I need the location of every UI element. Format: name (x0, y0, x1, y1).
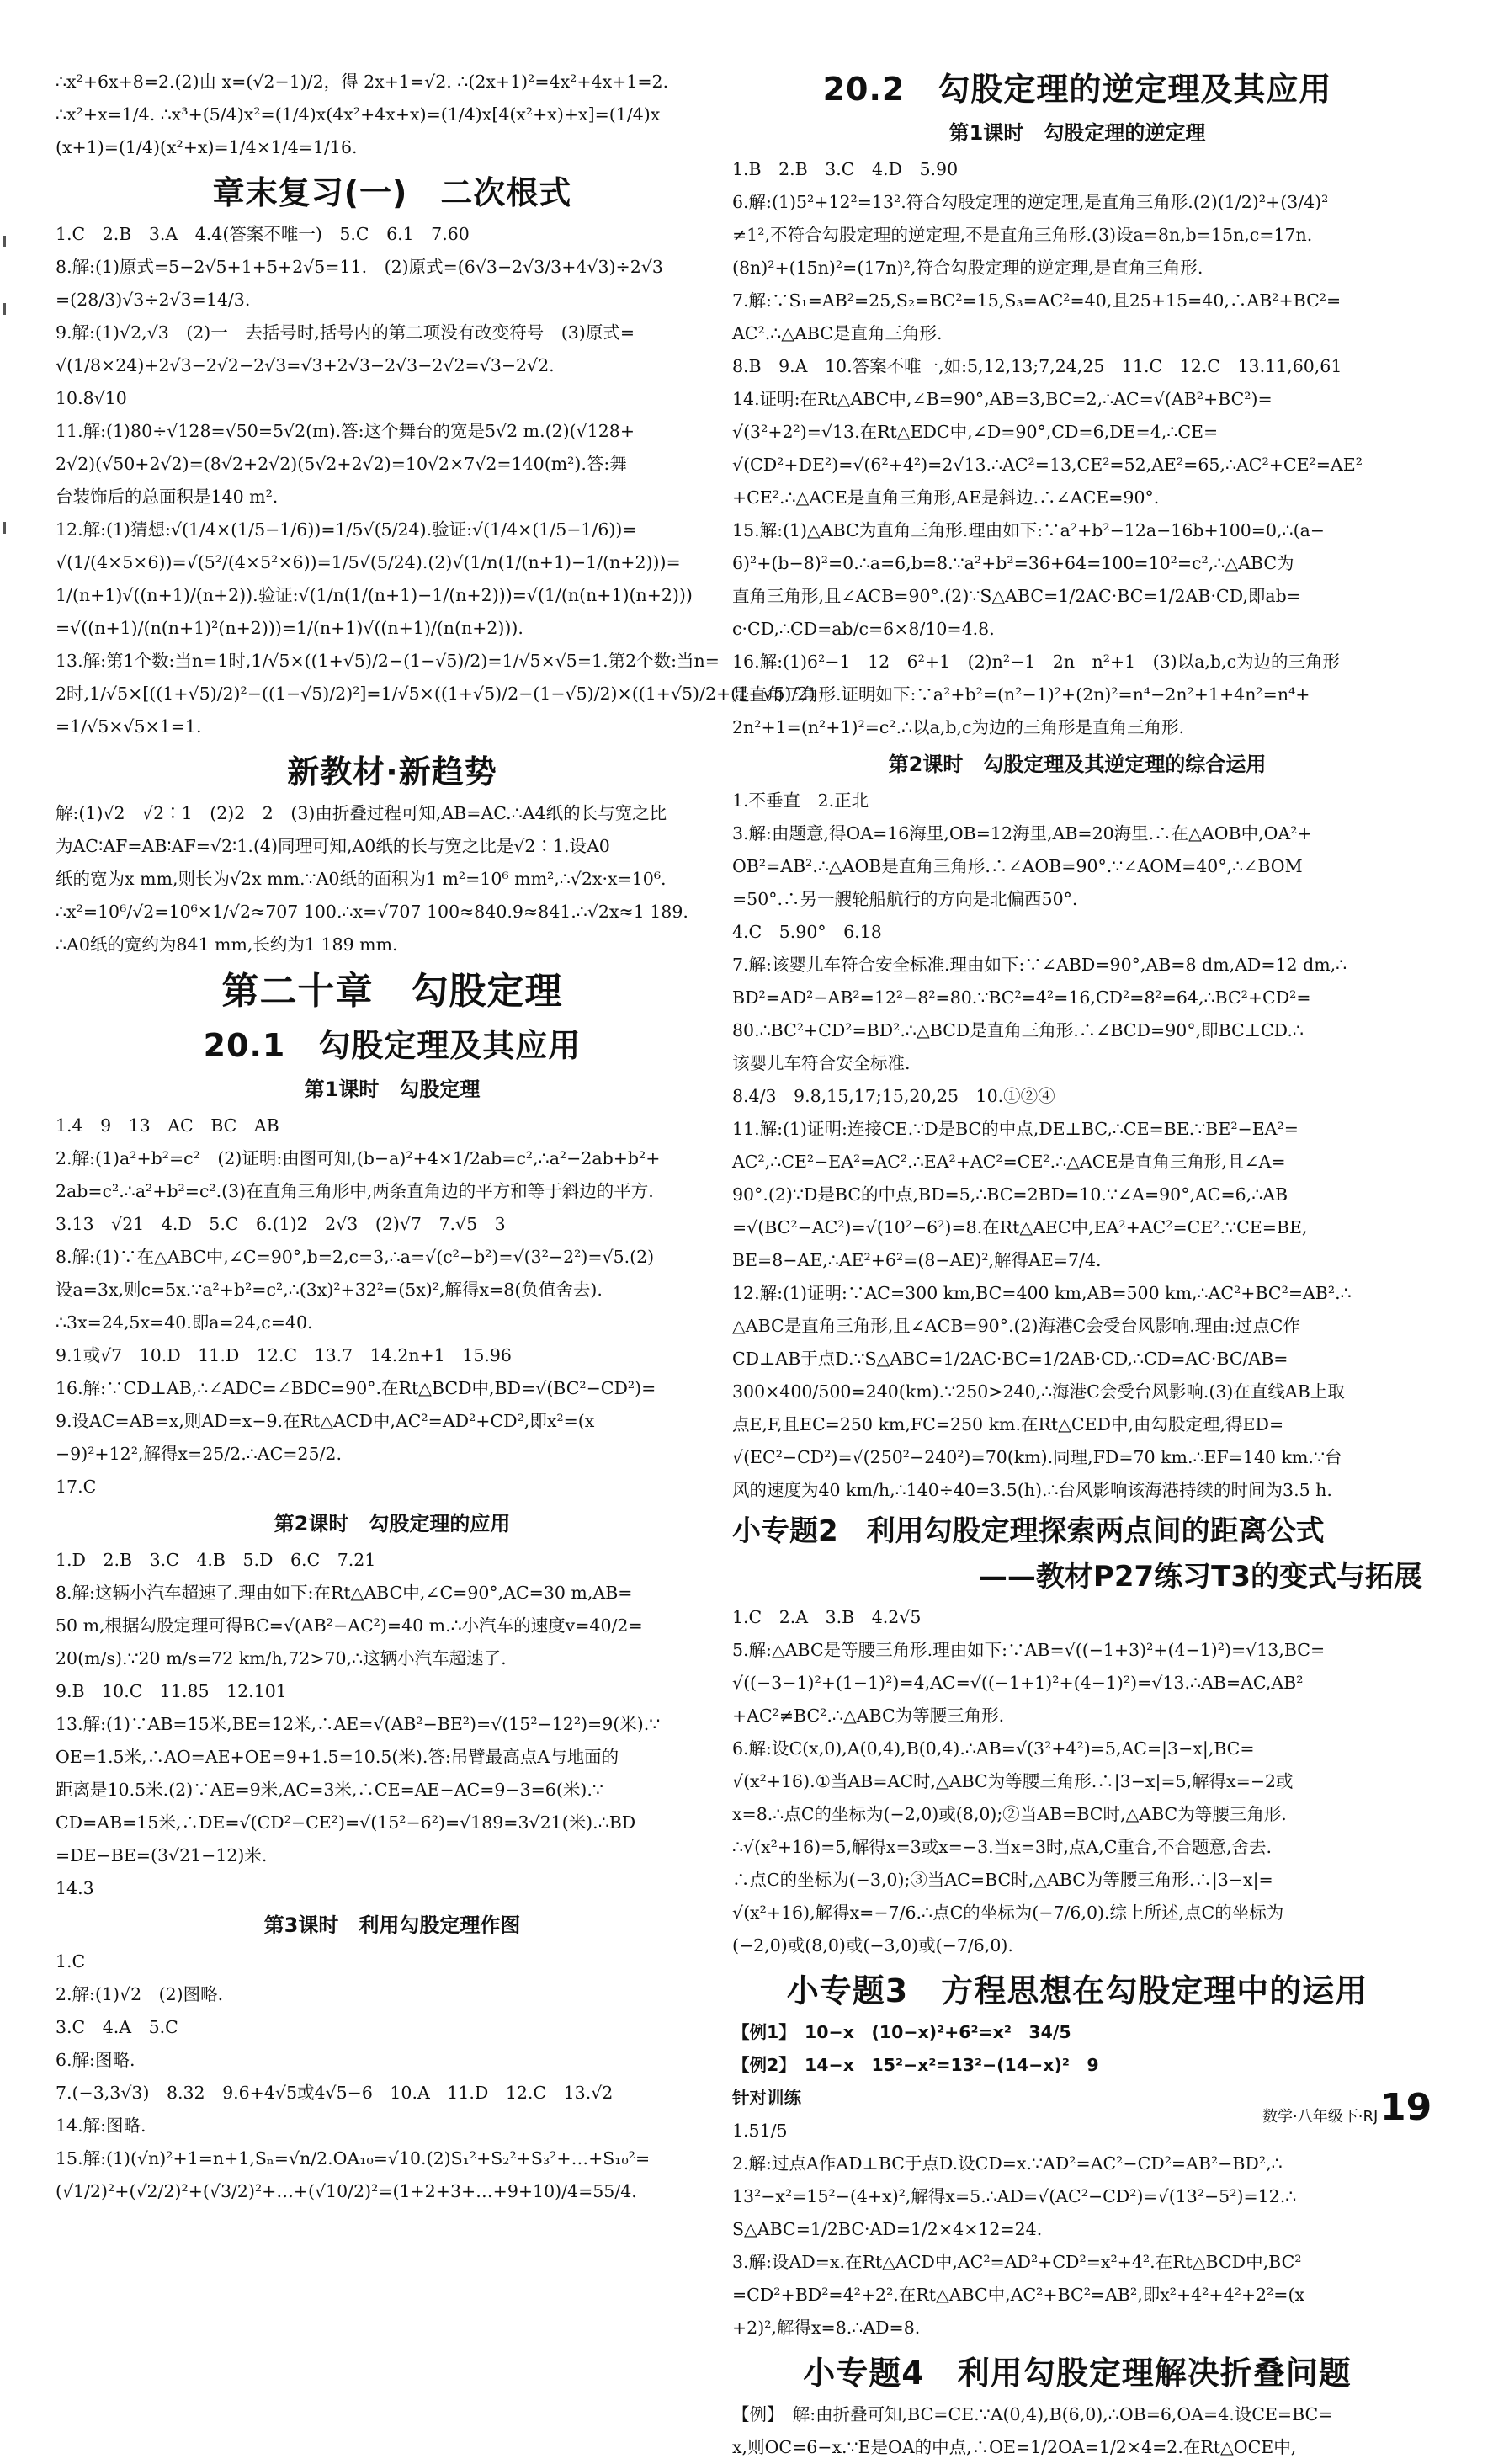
answer-line: ∴3x=24,5x=40.即a=24,c=40. (56, 1312, 313, 1333)
answer-line: 1.B 2.B 3.C 4.D 5.90 (732, 159, 959, 179)
answer-line: ≠1²,不符合勾股定理的逆定理,不是直角三角形.(3)设a=8n,b=15n,c=17n. (732, 225, 1313, 245)
answer-line: 9.解:(1)√2,√3 (2)一 去括号时,括号内的第二项没有改变符号 (3)原式= (56, 322, 635, 343)
answer-line: 8.B 9.A 10.答案不唯一,如:5,12,13;7,24,25 11.C 12.C 13.11,60,61 (732, 356, 1342, 376)
section-body (732, 153, 1422, 744)
answer-line: 11.解:(1)80÷√128=√50=5√2(m).答:这个舞台的宽是5√2 m.(2)(√128+ (56, 421, 635, 441)
section-title: 20.1 勾股定理及其应用 (203, 1027, 582, 1064)
answer-line: c·CD,∴CD=ab/c=6×8/10=4.8. (732, 619, 995, 639)
answer-line: 16.解:∵CD⊥AB,∴∠ADC=∠BDC=90°.在Rt△BCD中,BD=√(BC²−CD²)= (56, 1378, 656, 1398)
answer-line: 2n²+1=(n²+1)²=c².∴以a,b,c为边的三角形是直角三角形. (732, 717, 1185, 737)
section-title: 20.2 勾股定理的逆定理及其应用 (822, 71, 1332, 108)
section-body (56, 218, 816, 743)
margin-tick (3, 522, 6, 534)
answer-line: 直角三角形,且∠ACB=90°.(2)∵S△ABC=1/2AC·BC=1/2AB·CD,即ab= (732, 586, 1301, 606)
footer-label: 数学·八年级下·RJ (1262, 2108, 1379, 2126)
section-body (56, 1544, 729, 1905)
answer-line: ∴A0纸的宽约为841 mm,长约为1 189 mm. (56, 934, 398, 955)
answer-line: √(CD²+DE²)=√(6²+4²)=2√13.∴AC²=13,CE²=52,AE²=65,∴AC²+CE²=AE² (732, 455, 1363, 475)
answer-line: 3.解:设AD=x.在Rt△ACD中,AC²=AD²+CD²=x²+4².在Rt△BCD中,BC² (732, 2252, 1302, 2272)
answer-line: 8.4/3 9.8,15,17;15,20,25 10.①②④ (732, 1086, 1055, 1106)
answer-line: 50 m,根据勾股定理可得BC=√(AB²−AC²)=40 m.∴小汽车的速度v=40/2= (56, 1615, 643, 1636)
answer-line: (8n)²+(15n)²=(17n)²,符合勾股定理的逆定理,是直角三角形. (732, 258, 1203, 278)
section-body (732, 1601, 1422, 1962)
section-body (56, 1110, 729, 1503)
answer-line: 2.解:(1)a²+b²=c² (2)证明:由图可知,(b−a)²+4×1/2ab=c²,∴a²−2ab+b²+ (56, 1148, 661, 1168)
topic-title: 小专题4 利用勾股定理解决折叠问题 (803, 2355, 1352, 2392)
answer-line: √(EC²−CD²)=√(250²−240²)=70(km).同理,FD=70 km.∴EF=140 km.∵台 (732, 1447, 1342, 1467)
answer-line: CD⊥AB于点D.∵S△ABC=1/2AC·BC=1/2AB·CD,∴CD=AC·BC/AB= (732, 1349, 1288, 1369)
answer-line: 14.解:图略. (56, 2115, 146, 2136)
answer-line: ∴x²+x=1/4. ∴x³+(5/4)x²=(1/4)x(4x²+4x+x)=(1/4)x[4(x²+x)+x]=(1/4)x (56, 104, 661, 125)
answer-line: 5.解:△ABC是等腰三角形.理由如下:∵AB=√((−1+3)²+(4−1)²)=√13,BC= (732, 1640, 1326, 1660)
answer-line: 1.C (56, 1951, 86, 1972)
lesson-title: 第1课时 勾股定理的逆定理 (948, 121, 1206, 145)
answer-line: 1.D 2.B 3.C 4.B 5.D 6.C 7.21 (56, 1550, 376, 1570)
answer-line: 7.解:该婴儿车符合安全标准.理由如下:∵∠ABD=90°,AB=8 dm,AD=12 dm,∴ (732, 955, 1347, 975)
answer-line: OE=1.5米,∴AO=AE+OE=9+1.5=10.5(米).答:吊臂最高点A与地面的 (56, 1747, 619, 1767)
answer-line: +CE².∴△ACE是直角三角形,AE是斜边.∴∠ACE=90°. (732, 487, 1160, 508)
answer-line: BE=8−AE,∴AE²+6²=(8−AE)²,解得AE=7/4. (732, 1250, 1102, 1270)
answer-line: 6)²+(b−8)²=0.∴a=6,b=8.∵a²+b²=36+64=100=10²=c²,∴△ABC为 (732, 553, 1294, 573)
answer-line: −9)²+12²,解得x=25/2.∴AC=25/2. (56, 1444, 342, 1464)
answer-line: ∴√(x²+16)=5,解得x=3或x=−3.当x=3时,点A,C重合,不合题意,舍去. (732, 1837, 1272, 1857)
answer-line: 2ab=c².∴a²+b²=c².(3)在直角三角形中,两条直角边的平方和等于斜边的平方. (56, 1181, 654, 1201)
answer-line: +2)²,解得x=8.∴AD=8. (732, 2318, 921, 2338)
answer-line: 16.解:(1)6²−1 12 6²+1 (2)n²−1 2n n²+1 (3)以a,b,c为边的三角形 (732, 652, 1341, 672)
answer-line: 2.解:过点A作AD⊥BC于点D.设CD=x.∵AD²=AC²−CD²=AB²−BD²,∴ (732, 2153, 1283, 2174)
answer-line: 15.解:(1)△ABC为直角三角形.理由如下:∵a²+b²−12a−16b+100=0,∴(a− (732, 520, 1325, 540)
answer-line: ∴x²=10⁶/√2=10⁶×1/√2≈707 100.∴x=√707 100≈840.9≈841.∴√2x≈1 189. (56, 902, 688, 922)
answer-line: x,则OC=6−x.∵E是OA的中点,∴OE=1/2OA=1/2×4=2.在Rt△OCE中, (732, 2437, 1297, 2457)
answer-line: AC².∴△ABC是直角三角形. (732, 323, 943, 343)
answer-line: CD=AB=15米,∴DE=√(CD²−CE²)=√(15²−6²)=√189=3√21(米).∴BD (56, 1812, 636, 1833)
answer-line: (x+1)=(1/4)(x²+x)=1/4×1/4=1/16. (56, 137, 358, 157)
answer-line: 6.解:设C(x,0),A(0,4),B(0,4).∴AB=√(3²+4²)=5,AC=|3−x|,BC= (732, 1738, 1255, 1759)
answer-line: 300×400/500=240(km).∵250>240,∴海港C会受台风影响.(3)在直线AB上取 (732, 1381, 1345, 1402)
answer-line: 80.∴BC²+CD²=BD².∴△BCD是直角三角形.∴∠BCD=90°,即BC⊥CD.∴ (732, 1020, 1304, 1040)
answer-line: 1.51/5 (732, 2121, 788, 2141)
answer-line: 90°.(2)∵D是BC的中点,BD=5,∴BC=2BD=10.∵∠A=90°,AC=6,∴AB (732, 1184, 1288, 1205)
answer-line: 台装饰后的总面积是140 m². (56, 487, 279, 507)
answer-line: 2√2)(√50+2√2)=(8√2+2√2)(5√2+2√2)=10√2×7√2=140(m²).答:舞 (56, 454, 627, 474)
section-body (56, 1945, 729, 2208)
answer-line: √((−3−1)²+(1−1)²)=4,AC=√((−1+1)²+(4−1)²)=√13.∴AB=AC,AB² (732, 1673, 1304, 1693)
answer-line: 1.不垂直 2.正北 (732, 790, 869, 811)
answer-line: 2.解:(1)√2 (2)图略. (56, 1984, 224, 2004)
lesson-title: 第2课时 勾股定理及其逆定理的综合运用 (888, 753, 1267, 776)
answer-line: 11.解:(1)证明:连接CE.∵D是BC的中点,DE⊥BC,∴CE=BE.∵BE²−EA²= (732, 1119, 1299, 1139)
answer-line: 6.解:(1)5²+12²=13².符合勾股定理的逆定理,是直角三角形.(2)(1/2)²+(3/4)² (732, 192, 1329, 212)
answer-line: √(x²+16).①当AB=AC时,△ABC为等腰三角形.∴|3−x|=5,解得x=−2或 (732, 1771, 1294, 1791)
answer-line: √(x²+16),解得x=−7/6.∴点C的坐标为(−7/6,0).综上所述,点C的坐标为 (732, 1903, 1284, 1923)
answer-line: =DE−BE=(3√21−12)米. (56, 1845, 268, 1865)
answer-line: 13²−x²=15²−(4+x)²,解得x=5.∴AD=√(AC²−CD²)=√(13²−5²)=12.∴ (732, 2186, 1297, 2206)
answer-line: S△ABC=1/2BC·AD=1/2×4×12=24. (732, 2219, 1043, 2239)
lesson-title: 第1课时 勾股定理 (304, 1078, 481, 1101)
answer-line: 风的速度为40 km/h,∴140÷40=3.5(h).∴台风影响该海港持续的时间为3.5 h. (732, 1480, 1332, 1500)
answer-line: 7.解:∵S₁=AB²=25,S₂=BC²=15,S₃=AC²=40,且25+15=40,∴AB²+BC²= (732, 290, 1342, 311)
answer-line: 设a=3x,则c=5x.∵a²+b²=c²,∴(3x)²+32²=(5x)²,解得x=8(负值舍去). (56, 1280, 603, 1300)
margin-tick (3, 303, 6, 315)
answer-line: =(28/3)√3÷2√3=14/3. (56, 290, 251, 310)
lesson-title: 第3课时 利用勾股定理作图 (263, 1913, 521, 1937)
answer-line: 9.B 10.C 11.85 12.101 (56, 1681, 287, 1701)
answer-line: 3.C 4.A 5.C (56, 2017, 178, 2037)
answer-line: 9.设AC=AB=x,则AD=x−9.在Rt△ACD中,AC²=AD²+CD²,即x²=(x (56, 1411, 595, 1431)
answer-line: 1/(n+1)√((n+1)/(n+2)).验证:√(1/n(1/(n+1)−1/(n+2)))=√(1/(n(n+1)(n+2))) (56, 585, 693, 605)
answer-line: 2时,1/√5×[((1+√5)/2)²−((1−√5)/2)²]=1/√5×((1+√5)/2−(1−√5)/2)×((1+√5)/2+(1−√5)/2) (56, 684, 816, 704)
answer-line: =√(BC²−AC²)=√(10²−6²)=8.在Rt△AEC中,EA²+AC²=CE².∵CE=BE, (732, 1217, 1308, 1237)
topic-title: 小专题3 方程思想在勾股定理中的运用 (786, 1972, 1368, 2009)
topic-subtitle: ——教材P27练习T3的变式与拓展 (978, 1560, 1422, 1594)
topic-title: 小专题2 利用勾股定理探索两点间的距离公式 (732, 1514, 1325, 1548)
answer-line: (√1/2)²+(√2/2)²+(√3/2)²+…+(√10/2)²=(1+2+3+…+9+10)/4=55/4. (56, 2181, 637, 2201)
answer-line: 10.8√10 (56, 388, 127, 408)
answer-line: 为AC∶AF=AB∶AF=√2∶1.(4)同理可知,A0纸的长与宽之比是√2∶1.设A0 (56, 836, 610, 856)
answer-line: 12.解:(1)证明:∵AC=300 km,BC=400 km,AB=500 km,∴AC²+BC²=AB².∴ (732, 1283, 1352, 1303)
answer-line: 是直角三角形.证明如下:∵a²+b²=(n²−1)²+(2n)²=n⁴−2n²+1+4n²=n⁴+ (732, 684, 1310, 705)
answer-line: AC²,∴CE²−EA²=AC².∴EA²+AC²=CE².∴△ACE是直角三角形,且∠A= (732, 1152, 1286, 1172)
answer-line: =√((n+1)/(n(n+1)²(n+2)))=1/(n+1)√((n+1)/(n(n+2))). (56, 618, 523, 638)
answer-line: 3.13 √21 4.D 5.C 6.(1)2 2√3 (2)√7 7.√5 3 (56, 1214, 506, 1234)
answer-line: 15.解:(1)(√n)²+1=n+1,Sₙ=√n/2.OA₁₀=√10.(2)S₁²+S₂²+S₃²+…+S₁₀²= (56, 2148, 651, 2169)
answer-line: 距离是10.5米.(2)∵AE=9米,AC=3米,∴CE=AE−AC=9−3=6(米).∵ (56, 1780, 603, 1800)
answer-line: 4.C 5.90° 6.18 (732, 922, 882, 942)
answer-line: 9.1或√7 10.D 11.D 12.C 13.7 14.2n+1 15.96 (56, 1345, 512, 1365)
answer-line: 6.解:图略. (56, 2050, 135, 2070)
answer-line: x=8.∴点C的坐标为(−2,0)或(8,0);②当AB=BC时,△ABC为等腰三角形. (732, 1804, 1287, 1824)
answer-line: 8.解:(1)原式=5−2√5+1+5+2√5=11. (2)原式=(6√3−2√3/3+4√3)÷2√3 (56, 257, 663, 277)
answer-line: ∴x²+6x+8=2.(2)由 x=(√2−1)/2，得 2x+1=√2. ∴(2x+1)²=4x²+4x+1=2. (56, 72, 669, 92)
answer-line: 14.3 (56, 1878, 94, 1898)
answer-line: 8.解:这辆小汽车超速了.理由如下:在Rt△ABC中,∠C=90°,AC=30 m,AB= (56, 1583, 633, 1603)
answer-line: +AC²≠BC².∴△ABC为等腰三角形. (732, 1706, 1005, 1726)
answer-line: 点E,F,且EC=250 km,FC=250 km.在Rt△CED中,由勾股定理,得ED= (732, 1414, 1284, 1434)
answer-line: √(1/(4×5×6))=√(5²/(4×5²×6))=1/5√(5/24).(2)√(1/n(1/(n+1)−1/(n+2)))= (56, 552, 681, 572)
answer-line: 解:(1)√2 √2∶1 (2)2 2 (3)由折叠过程可知,AB=AC.∴A4纸的长与宽之比 (56, 803, 667, 823)
section-body (732, 785, 1422, 1507)
section-body (732, 2016, 1422, 2344)
lesson-title: 第2课时 勾股定理的应用 (274, 1512, 511, 1535)
answer-line: ∴点C的坐标为(−3,0);③当AC=BC时,△ABC为等腰三角形.∴|3−x|= (732, 1870, 1273, 1890)
answer-line: 1.4 9 13 AC BC AB (56, 1115, 279, 1136)
answer-line: 12.解:(1)猜想:√(1/4×(1/5−1/6))=1/5√(5/24).验证:√(1/4×(1/5−1/6))= (56, 519, 637, 540)
intro-block (56, 66, 729, 164)
answer-line: 13.解:(1)∵AB=15米,BE=12米,∴AE=√(AB²−BE²)=√(15²−12²)=9(米).∵ (56, 1714, 661, 1734)
margin-tick (3, 236, 6, 247)
answer-line: 8.解:(1)∵在△ABC中,∠C=90°,b=2,c=3,∴a=√(c²−b²)=√(3²−2²)=√5.(2) (56, 1247, 655, 1267)
example-line: 【例2】 14−x 15²−x²=13²−(14−x)² 9 (732, 2055, 1099, 2075)
page-number: 19 (1380, 2086, 1432, 2129)
answer-line: (−2,0)或(8,0)或(−3,0)或(−7/6,0). (732, 1935, 1013, 1956)
answer-line: 3.解:由题意,得OA=16海里,OB=12海里,AB=20海里.∴在△AOB中,OA²+ (732, 823, 1312, 844)
example-line: 【例1】 10−x (10−x)²+6²=x² 34/5 (732, 2022, 1071, 2042)
answer-line: 1.C 2.A 3.B 4.2√5 (732, 1607, 922, 1627)
answer-line: 7.(−3,3√3) 8.32 9.6+4√5或4√5−6 10.A 11.D 12.C 13.√2 (56, 2083, 614, 2103)
answer-line: 17.C (56, 1477, 97, 1497)
answer-line: √(1/8×24)+2√3−2√2−2√3=√3+2√3−2√3−2√2=√3−2√2. (56, 355, 555, 375)
chapter-title: 第二十章 勾股定理 (221, 970, 563, 1013)
answer-line: 14.证明:在Rt△ABC中,∠B=90°,AB=3,BC=2,∴AC=√(AB²+BC²)= (732, 389, 1273, 409)
answer-line: △ABC是直角三角形,且∠ACB=90°.(2)海港C会受台风影响.理由:过点C作 (732, 1316, 1300, 1336)
practice-heading: 针对训练 (732, 2088, 801, 2108)
answer-line: 该婴儿车符合安全标准. (732, 1053, 911, 1073)
answer-line: BD²=AD²−AB²=12²−8²=80.∵BC²=4²=16,CD²=8²=64,∴BC²+CD²= (732, 987, 1311, 1008)
section-title: 章末复习(一) 二次根式 (212, 174, 572, 211)
answer-line: OB²=AB².∴△AOB是直角三角形.∴∠AOB=90°.∵∠AOM=40°,∴∠BOM (732, 856, 1303, 876)
answer-line: 【例】 解:由折叠可知,BC=CE.∵A(0,4),B(6,0),∴OB=6,OA=4.设CE=BC= (732, 2404, 1333, 2424)
section-title: 新教材·新趋势 (287, 753, 497, 790)
answer-line: √(3²+2²)=√13.在Rt△EDC中,∠D=90°,CD=6,DE=4,∴CE= (732, 422, 1219, 442)
answer-line: 13.解:第1个数:当n=1时,1/√5×((1+√5)/2−(1−√5)/2)=1/√5×√5=1.第2个数:当n= (56, 651, 720, 671)
answer-line: =CD²+BD²=4²+2².在Rt△ABC中,AC²+BC²=AB²,即x²+4²+4²+2²=(x (732, 2285, 1305, 2305)
answer-line: 20(m/s).∵20 m/s=72 km/h,72>70,∴这辆小汽车超速了. (56, 1648, 507, 1668)
section-body (732, 2398, 1422, 2464)
answer-line: =1/√5×√5×1=1. (56, 716, 202, 737)
section-body (56, 797, 729, 961)
answer-line: =50°.∴另一艘轮船航行的方向是北偏西50°. (732, 889, 1078, 909)
answer-line: 1.C 2.B 3.A 4.4(答案不唯一) 5.C 6.1 7.60 (56, 224, 470, 244)
answer-line: 纸的宽为x mm,则长为√2x mm.∵A0纸的面积为1 m²=10⁶ mm²,∴√2x·x=10⁶. (56, 869, 667, 889)
